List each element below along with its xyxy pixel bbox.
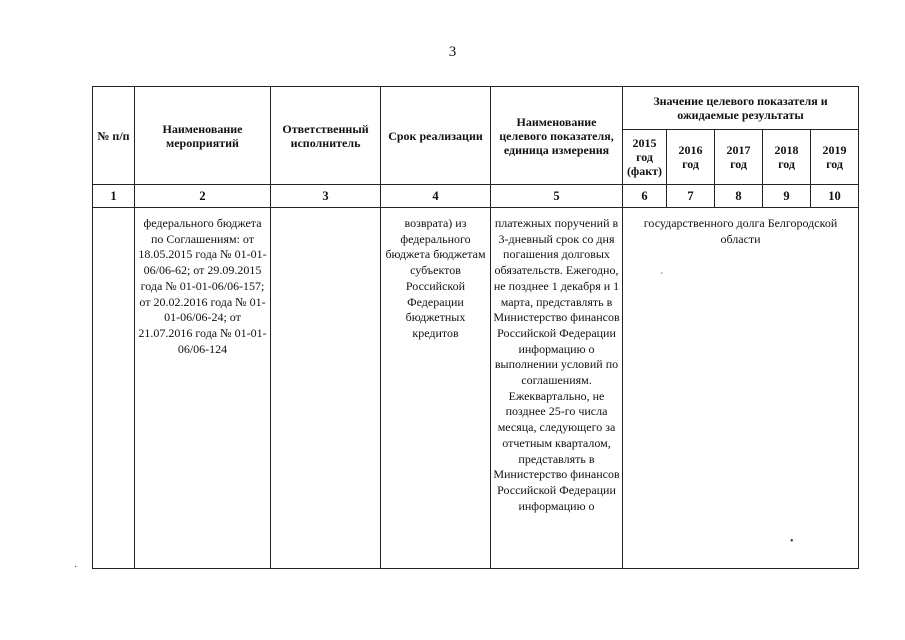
column-number: 4 [381,185,491,208]
header-year: 2016 год [667,130,715,185]
column-number: 8 [715,185,763,208]
table-row [93,208,859,569]
header-year: 2019 год [811,130,859,185]
column-number-row [93,185,859,208]
scan-speck: · [74,562,78,573]
header-term: Срок реализации [381,87,491,185]
row-executor-cell [271,208,381,569]
column-number: 6 [623,185,667,208]
row-activity-cell: федерального бюджета по Соглашениям: от 18.05.2015 года № 01-01-06/06-62; от 29.09.2015 года № 01-01-06/06-157; от 20.02.2016 года № 01-01-06/06-24; от 21.07.2016 года № 01-01-06/06-124 [135,208,271,569]
row-term-cell: возврата) из федерального бюджета бюджетам субъектов Российской Федерации бюджетных кредитов [381,208,491,569]
header-executor: Ответственный исполнитель [271,87,381,185]
row-indicator-cell: платежных поручений в 3-дневный срок со дня погашения долговых обязательств. Ежегодно, не позднее 1 декабря и 1 марта, представлять в Министерство финансов Российской Федерации информацию о выполнении условий по соглашениям. Ежеквартально, не позднее 25-го числа месяца, следующего за отчетным кварталом, представлять в Министерство финансов Российской Федерации информацию о [491,208,623,569]
header-year: 2015 год (факт) [623,130,667,185]
column-number: 10 [811,185,859,208]
scan-speck: • [790,536,794,547]
header-activity: Наименование мероприятий [135,87,271,185]
column-number: 5 [491,185,623,208]
header-year: 2017 год [715,130,763,185]
header-results-group: Значение целевого показателя и ожидаемые результаты [623,87,859,130]
column-number: 1 [93,185,135,208]
column-number: 3 [271,185,381,208]
program-table [92,86,859,569]
row-results-cell: государственного долга Белгородской области [623,208,859,569]
column-number: 2 [135,185,271,208]
header-year: 2018 год [763,130,811,185]
column-number: 7 [667,185,715,208]
row-num-cell [93,208,135,569]
scan-speck: ˊ [660,272,664,283]
page-number: 3 [448,44,457,60]
header-row [93,87,859,130]
header-num: № п/п [93,87,135,185]
header-indicator: Наименование целевого показателя, единица измерения [491,87,623,185]
column-number: 9 [763,185,811,208]
